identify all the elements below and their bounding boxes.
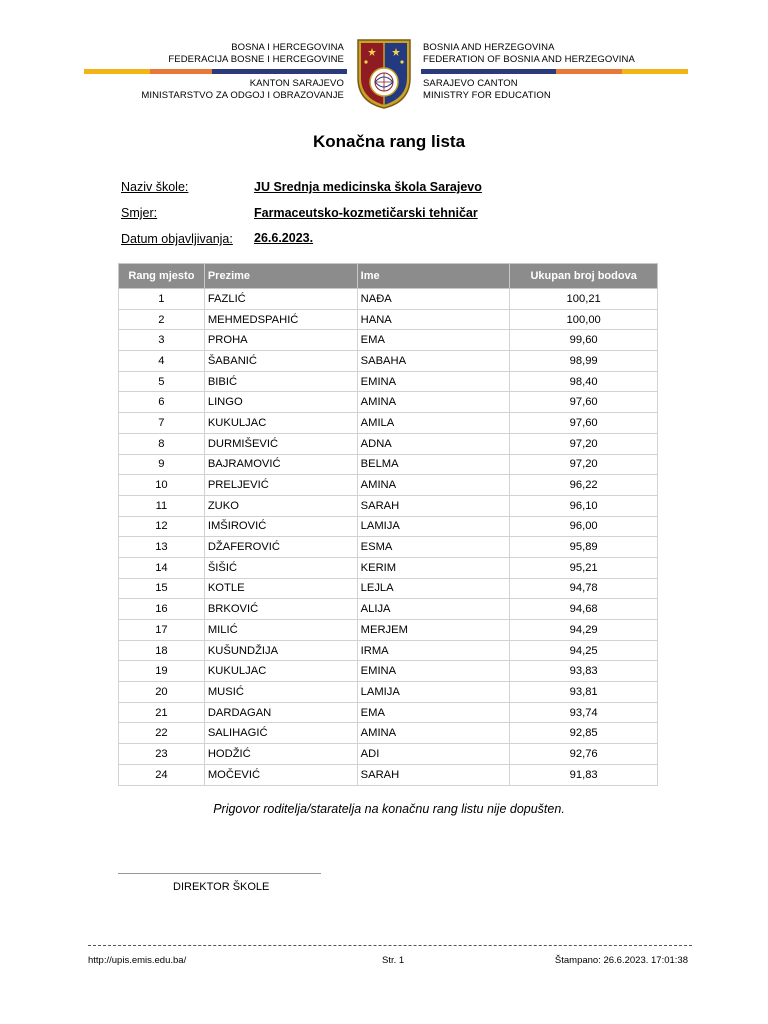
- cell-name: KERIM: [357, 557, 510, 578]
- cell-rank: 9: [119, 454, 205, 475]
- cell-rank: 10: [119, 475, 205, 496]
- cell-rank: 6: [119, 392, 205, 413]
- date-value: 26.6.2023.: [254, 231, 314, 245]
- cell-points: 95,21: [510, 557, 658, 578]
- page-title: Konačna rang lista: [312, 132, 466, 151]
- table-row: [119, 351, 658, 372]
- cell-points: 94,78: [510, 578, 658, 599]
- cell-rank: 5: [119, 371, 205, 392]
- table-row: [119, 475, 658, 496]
- header-stripe-orange-left: [150, 69, 212, 74]
- cell-rank: 14: [119, 557, 205, 578]
- table-row: [119, 702, 658, 723]
- cell-points: 93,83: [510, 661, 658, 682]
- footer-divider: [88, 945, 692, 946]
- header-stripe-blue-left: [212, 69, 347, 74]
- cell-name: AMINA: [357, 392, 510, 413]
- cell-points: 94,29: [510, 620, 658, 641]
- cell-rank: 19: [119, 661, 205, 682]
- cell-surname: ŠABANIĆ: [204, 351, 357, 372]
- cell-points: 92,85: [510, 723, 658, 744]
- footer-page-number: Str. 1: [382, 955, 405, 966]
- col-header-rank: Rang mjesto: [119, 264, 205, 289]
- cell-name: MERJEM: [357, 620, 510, 641]
- cell-name: HANA: [357, 309, 510, 330]
- table-row: [119, 371, 658, 392]
- header-country-bs: BOSNA I HERCEGOVINA: [231, 42, 344, 53]
- footer-printed-timestamp: Štampano: 26.6.2023. 17:01:38: [554, 955, 688, 966]
- cell-surname: IMŠIROVIĆ: [204, 516, 357, 537]
- table-row: [119, 620, 658, 641]
- table-row: [119, 723, 658, 744]
- cell-points: 97,60: [510, 392, 658, 413]
- cell-points: 97,20: [510, 433, 658, 454]
- cell-name: LAMIJA: [357, 682, 510, 703]
- cell-points: 94,68: [510, 599, 658, 620]
- cell-name: ADI: [357, 744, 510, 765]
- cell-points: 97,20: [510, 454, 658, 475]
- cell-rank: 16: [119, 599, 205, 620]
- table-row: [119, 578, 658, 599]
- cell-rank: 24: [119, 764, 205, 785]
- col-header-points: Ukupan broj bodova: [510, 264, 658, 289]
- cell-surname: BAJRAMOVIĆ: [204, 454, 357, 475]
- table-row: [119, 392, 658, 413]
- cell-name: EMA: [357, 330, 510, 351]
- cell-name: ADNA: [357, 433, 510, 454]
- cell-name: NAĐA: [357, 289, 510, 310]
- cell-name: BELMA: [357, 454, 510, 475]
- header-left-top: [168, 42, 344, 66]
- cell-rank: 23: [119, 744, 205, 765]
- header-canton-en: SARAJEVO CANTON: [423, 78, 518, 89]
- cell-name: EMA: [357, 702, 510, 723]
- cell-surname: ŠIŠIĆ: [204, 557, 357, 578]
- signature-line: [118, 873, 321, 874]
- table-row: [119, 454, 658, 475]
- cell-surname: KUKULJAC: [204, 413, 357, 434]
- school-label: Naziv škole:: [121, 180, 189, 194]
- cell-surname: PROHA: [204, 330, 357, 351]
- cell-points: 93,81: [510, 682, 658, 703]
- cell-points: 94,25: [510, 640, 658, 661]
- cell-name: ALIJA: [357, 599, 510, 620]
- table-body: [119, 289, 658, 786]
- cell-points: 99,60: [510, 330, 658, 351]
- table-row: [119, 413, 658, 434]
- cell-points: 96,10: [510, 495, 658, 516]
- signature-label: DIREKTOR ŠKOLE: [173, 881, 270, 893]
- school-value: JU Srednja medicinska škola Sarajevo: [254, 180, 482, 194]
- cell-surname: DARDAGAN: [204, 702, 357, 723]
- cell-surname: FAZLIĆ: [204, 289, 357, 310]
- cell-name: AMINA: [357, 723, 510, 744]
- header-stripe-yellow-right: [622, 69, 688, 74]
- header-stripe-orange-right: [556, 69, 622, 74]
- cell-rank: 18: [119, 640, 205, 661]
- table-row: [119, 309, 658, 330]
- table-row: [119, 599, 658, 620]
- header-ministry-bs: MINISTARSTVO ZA ODGOJ I OBRAZOVANJE: [141, 90, 344, 101]
- cell-name: AMINA: [357, 475, 510, 496]
- table-row: [119, 557, 658, 578]
- cell-rank: 3: [119, 330, 205, 351]
- cell-points: 98,99: [510, 351, 658, 372]
- table-row: [119, 330, 658, 351]
- table-row: [119, 537, 658, 558]
- cell-rank: 22: [119, 723, 205, 744]
- footer-url[interactable]: http://upis.emis.edu.ba/: [88, 955, 187, 966]
- cell-surname: KUŠUNDŽIJA: [204, 640, 357, 661]
- header-federation-en: FEDERATION OF BOSNIA AND HERZEGOVINA: [423, 54, 635, 65]
- col-header-name: Ime: [357, 264, 510, 289]
- cell-rank: 21: [119, 702, 205, 723]
- cell-surname: MEHMEDSPAHIĆ: [204, 309, 357, 330]
- table-row: [119, 764, 658, 785]
- cell-surname: MILIĆ: [204, 620, 357, 641]
- table-row: [119, 682, 658, 703]
- header-stripe-blue-right: [421, 69, 556, 74]
- cell-name: IRMA: [357, 640, 510, 661]
- rank-table: [118, 263, 658, 786]
- table-header-row: [119, 264, 658, 289]
- cell-surname: KUKULJAC: [204, 661, 357, 682]
- cell-rank: 17: [119, 620, 205, 641]
- cell-points: 96,00: [510, 516, 658, 537]
- cell-points: 97,60: [510, 413, 658, 434]
- cell-points: 100,00: [510, 309, 658, 330]
- cell-name: AMILA: [357, 413, 510, 434]
- table-row: [119, 433, 658, 454]
- cell-surname: BIBIĆ: [204, 371, 357, 392]
- cell-surname: MOČEVIĆ: [204, 764, 357, 785]
- track-label: Smjer:: [121, 206, 158, 220]
- col-header-surname: Prezime: [204, 264, 357, 289]
- cell-points: 96,22: [510, 475, 658, 496]
- cell-surname: MUSIĆ: [204, 682, 357, 703]
- table-row: [119, 744, 658, 765]
- cell-points: 98,40: [510, 371, 658, 392]
- cell-points: 93,74: [510, 702, 658, 723]
- header-ministry-en: MINISTRY FOR EDUCATION: [423, 90, 551, 101]
- cell-points: 91,83: [510, 764, 658, 785]
- cell-name: EMINA: [357, 661, 510, 682]
- cell-name: SARAH: [357, 764, 510, 785]
- cell-surname: DURMIŠEVIĆ: [204, 433, 357, 454]
- header-stripe-yellow-left: [84, 69, 150, 74]
- appeal-note: Prigovor roditelja/staratelja na konačnu rang listu nije dopušten.: [213, 802, 565, 816]
- cell-surname: KOTLE: [204, 578, 357, 599]
- cell-name: LAMIJA: [357, 516, 510, 537]
- coat-of-arms-icon: [356, 38, 412, 110]
- cell-rank: 2: [119, 309, 205, 330]
- cell-surname: BRKOVIĆ: [204, 599, 357, 620]
- cell-rank: 8: [119, 433, 205, 454]
- cell-surname: DŽAFEROVIĆ: [204, 537, 357, 558]
- cell-rank: 1: [119, 289, 205, 310]
- table-row: [119, 289, 658, 310]
- cell-name: SARAH: [357, 495, 510, 516]
- cell-points: 100,21: [510, 289, 658, 310]
- date-label: Datum objavljivanja:: [121, 232, 233, 246]
- cell-surname: LINGO: [204, 392, 357, 413]
- cell-surname: SALIHAGIĆ: [204, 723, 357, 744]
- cell-rank: 13: [119, 537, 205, 558]
- header-right-top: [423, 42, 635, 66]
- table-row: [119, 640, 658, 661]
- cell-points: 95,89: [510, 537, 658, 558]
- header-left-bottom: [141, 78, 344, 102]
- cell-rank: 4: [119, 351, 205, 372]
- header-country-en: BOSNIA AND HERZEGOVINA: [423, 42, 555, 53]
- table-row: [119, 661, 658, 682]
- cell-rank: 15: [119, 578, 205, 599]
- header-federation-bs: FEDERACIJA BOSNE I HERCEGOVINE: [168, 54, 344, 65]
- cell-rank: 12: [119, 516, 205, 537]
- header-canton-bs: KANTON SARAJEVO: [249, 78, 344, 89]
- table-row: [119, 495, 658, 516]
- cell-surname: PRELJEVIĆ: [204, 475, 357, 496]
- cell-name: SABAHA: [357, 351, 510, 372]
- track-value: Farmaceutsko-kozmetičarski tehničar: [254, 206, 478, 220]
- table-row: [119, 516, 658, 537]
- cell-rank: 20: [119, 682, 205, 703]
- cell-rank: 11: [119, 495, 205, 516]
- cell-rank: 7: [119, 413, 205, 434]
- cell-surname: ZUKO: [204, 495, 357, 516]
- header-right-bottom: [423, 78, 551, 102]
- cell-name: EMINA: [357, 371, 510, 392]
- cell-surname: HODŽIĆ: [204, 744, 357, 765]
- cell-name: ESMA: [357, 537, 510, 558]
- cell-points: 92,76: [510, 744, 658, 765]
- cell-name: LEJLA: [357, 578, 510, 599]
